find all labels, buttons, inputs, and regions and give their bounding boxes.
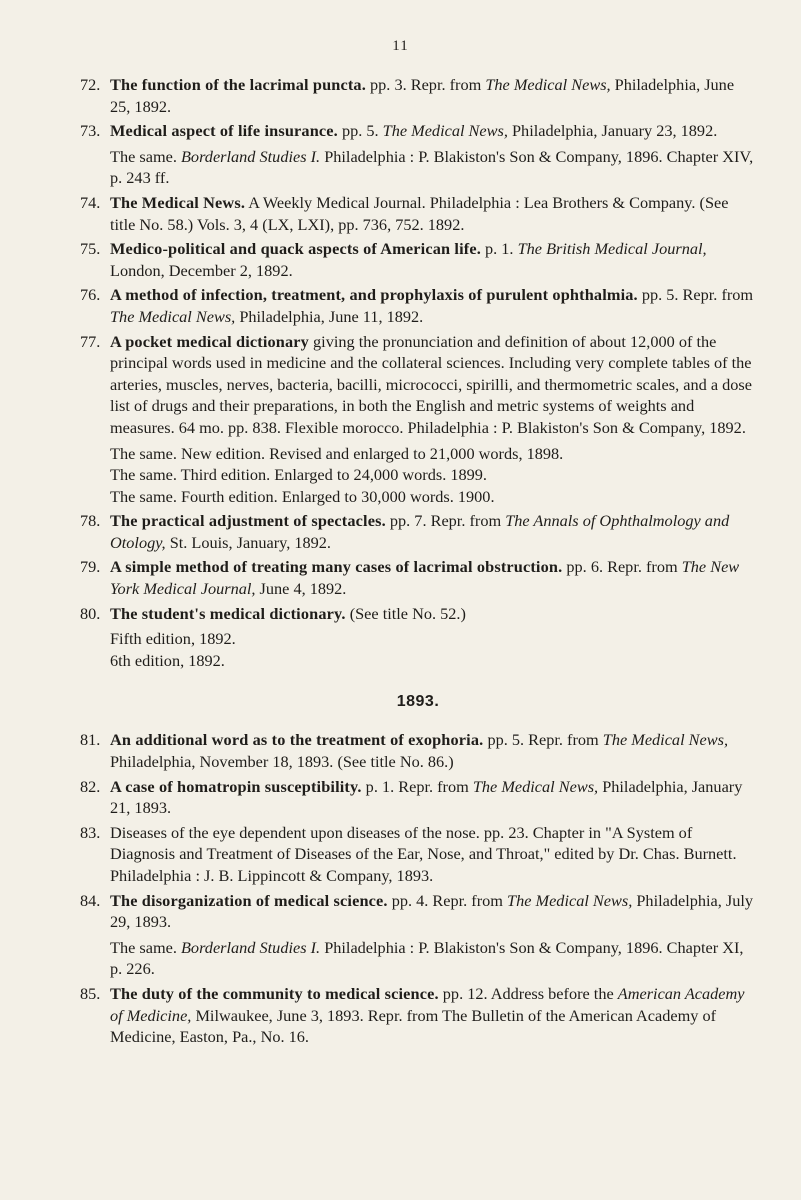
entry-body <box>110 121 717 140</box>
entry-publication: The Medical News, <box>507 890 633 910</box>
entry-publication: The Medical News, <box>602 730 729 750</box>
sub-edition-text: The same. New edition. Revised and enlarged to 21,000 words, 1898. <box>110 443 564 463</box>
entries-after-year <box>80 729 756 1047</box>
bibliography-entry <box>80 556 756 599</box>
entry-title: The practical adjustment of spectacles. <box>110 511 386 531</box>
entry-publication: American Academy of Medicine, <box>110 983 745 1025</box>
entry-title: A simple method of treating many cases of lacrimal obstruction. <box>110 557 563 577</box>
bibliography-entry <box>80 284 756 327</box>
sub-edition-text: 6th edition, 1892. <box>110 650 225 670</box>
entry-sub-editions <box>110 937 756 980</box>
entry-number: 72. <box>80 75 101 94</box>
sub-edition-publication: Borderland Studies I. <box>180 146 321 166</box>
entry-details: pp. 5. Repr. from <box>483 730 603 750</box>
sub-edition-details: Philadelphia : P. Blakiston's Son & Company, 1896. Chapter XIV, p. 243 ff. <box>110 146 754 188</box>
entry-details: pp. 12. Address before the <box>438 983 618 1003</box>
entry-title: An additional word as to the treatment of exophoria. <box>110 730 484 750</box>
entry-details: Diseases of the eye dependent upon diseases of the nose. pp. 23. Chapter in "A System of Diagnosis and Treatment of Diseases of the Ear, Nose, and Throat," edited by Dr. Chas. Burnett. Philadelphia : J. B. Lippincott & Company, 1893. <box>110 822 737 885</box>
sub-edition-line <box>110 628 756 650</box>
sub-edition-text: The same. Third edition. Enlarged to 24,000 words. 1899. <box>110 465 487 485</box>
entry-details-end: Philadelphia, June 25, 1892. <box>110 75 735 116</box>
entry-publication: The Medical News, <box>472 776 599 796</box>
entry-details: p. 1. <box>480 239 518 259</box>
bibliography-entry <box>80 983 756 1048</box>
entry-number: 81. <box>80 730 101 750</box>
entry-details-end: Philadelphia, November 18, 1893. (See title No. 86.) <box>110 752 454 772</box>
entry-details: pp. 5. Repr. from <box>637 285 754 305</box>
entries-before-year <box>80 74 756 671</box>
bibliography-entry <box>80 729 756 772</box>
entry-details: pp. 5. <box>337 121 383 141</box>
entry-details: (See title No. 52.) <box>345 603 466 623</box>
sub-edition-line <box>110 650 756 672</box>
entry-body <box>110 332 752 437</box>
entry-details-end: London, December 2, 1892. <box>110 260 293 280</box>
entry-number: 82. <box>80 776 101 796</box>
entry-body <box>110 239 707 280</box>
sub-edition-details: Philadelphia : P. Blakiston's Son & Company, 1896. Chapter XI, p. 226. <box>110 937 744 979</box>
entry-publication: The British Medical Journal, <box>517 239 707 259</box>
entry-number: 77. <box>80 331 101 351</box>
entry-details: pp. 4. Repr. from <box>387 890 508 910</box>
entry-title: The student's medical dictionary. <box>110 603 346 623</box>
entry-number: 73. <box>80 121 101 141</box>
sub-edition-line <box>110 937 756 980</box>
sub-edition-text: The same. <box>110 937 181 957</box>
entry-details-end: June 4, 1892. <box>255 579 347 599</box>
entry-number: 83. <box>80 822 101 842</box>
entry-number: 80. <box>80 603 101 623</box>
entry-publication: The Medical News, <box>485 75 611 94</box>
bibliography-entry <box>80 603 756 672</box>
entry-details: A Weekly Medical Journal. Philadelphia : Lea Brothers & Company. (See title No. 58.) Vols. 3, 4 (LX, LXI), pp. 736, 752. 1892. <box>110 192 729 234</box>
entry-title: The function of the lacrimal puncta. <box>110 75 366 94</box>
bibliography-entry <box>80 331 756 508</box>
bibliography-entry <box>80 74 756 117</box>
bibliography-entry <box>80 890 756 980</box>
entry-number: 76. <box>80 285 101 305</box>
entry-title: Medico-political and quack aspects of American life. <box>110 239 481 259</box>
entry-body <box>110 557 739 598</box>
entry-number: 78. <box>80 511 101 531</box>
sub-edition-line <box>110 464 756 486</box>
entry-details-end: Philadelphia, June 11, 1892. <box>235 306 424 326</box>
entry-details: pp. 7. Repr. from <box>385 511 506 531</box>
entry-title: The duty of the community to medical science. <box>110 983 439 1003</box>
entry-body <box>110 730 728 771</box>
year-heading: 1893. <box>396 693 440 711</box>
entry-body <box>110 285 753 326</box>
bibliography-list <box>80 74 756 1051</box>
entry-details-end: Milwaukee, June 3, 1893. Repr. from The Bulletin of the American Academy of Medicine, Easton, Pa., No. 16. <box>110 1005 717 1047</box>
sub-edition-line <box>110 443 756 465</box>
entry-details: pp. 3. Repr. from <box>365 75 486 94</box>
entry-body <box>110 984 745 1046</box>
entry-title: A method of infection, treatment, and prophylaxis of purulent ophthalmia. <box>110 285 638 305</box>
entry-publication: The Medical News, <box>110 306 236 326</box>
entry-body <box>110 891 753 932</box>
entry-number: 75. <box>80 239 101 259</box>
bibliography-entry <box>80 822 756 887</box>
entry-body <box>110 75 734 116</box>
entry-title: A pocket medical dictionary <box>110 331 309 351</box>
entry-sub-editions <box>110 146 756 189</box>
entry-title: A case of homatropin susceptibility. <box>110 776 362 796</box>
entry-number: 79. <box>80 557 101 577</box>
entry-body <box>110 193 728 234</box>
entry-number: 84. <box>80 890 101 910</box>
entry-details-end: St. Louis, January, 1892. <box>165 532 331 552</box>
entry-details: p. 1. Repr. from <box>361 776 473 796</box>
entry-title: Medical aspect of life insurance. <box>110 121 338 141</box>
bibliography-entry <box>80 510 756 553</box>
entry-publication: The Medical News, <box>382 121 508 141</box>
bibliography-entry <box>80 238 756 281</box>
entry-details: giving the pronunciation and definition of about 12,000 of the principal words used in medicine and the collateral sciences. Including very complete tables of the arteries, muscles, nerves, bacteria, bacilli, micrococci, spirilli, and thermometric scales, and a dose list of drugs and their preparations, in both the English and metric systems of weights and measures. 64 mo. pp. 838. Flexible morocco. Philadelphia : P. Blakiston's Son & Company, 1892. <box>110 331 752 437</box>
sub-edition-text: The same. <box>110 146 181 166</box>
entry-body <box>110 777 742 818</box>
entry-number: 74. <box>80 192 101 212</box>
entry-publication: The Annals of Ophthalmology and Otology, <box>110 511 730 552</box>
entry-details-end: Philadelphia, January 23, 1892. <box>507 121 718 141</box>
sub-edition-publication: Borderland Studies I. <box>180 937 321 957</box>
sub-edition-line <box>110 486 756 508</box>
bibliography-entry <box>80 120 756 189</box>
entry-sub-editions <box>110 628 756 671</box>
bibliography-entry <box>80 776 756 819</box>
sub-edition-text: The same. Fourth edition. Enlarged to 30,000 words. 1900. <box>110 486 495 506</box>
entry-sub-editions <box>110 443 756 508</box>
entry-details-end: Philadelphia, January 21, 1893. <box>110 776 743 818</box>
entry-details-end: Philadelphia, July 29, 1893. <box>110 890 754 932</box>
entry-body <box>110 511 729 552</box>
entry-title: The disorganization of medical science. <box>110 890 388 910</box>
entry-publication: The New York Medical Journal, <box>110 557 740 599</box>
sub-edition-text: Fifth edition, 1892. <box>110 629 236 649</box>
entry-body <box>110 604 466 623</box>
bibliography-entry <box>80 192 756 235</box>
page-number: 11 <box>392 38 409 54</box>
entry-body <box>110 823 737 885</box>
sub-edition-line <box>110 146 756 189</box>
entry-number: 85. <box>80 983 101 1003</box>
entry-title: The Medical News. <box>110 192 246 212</box>
entry-details: pp. 6. Repr. from <box>562 557 682 577</box>
